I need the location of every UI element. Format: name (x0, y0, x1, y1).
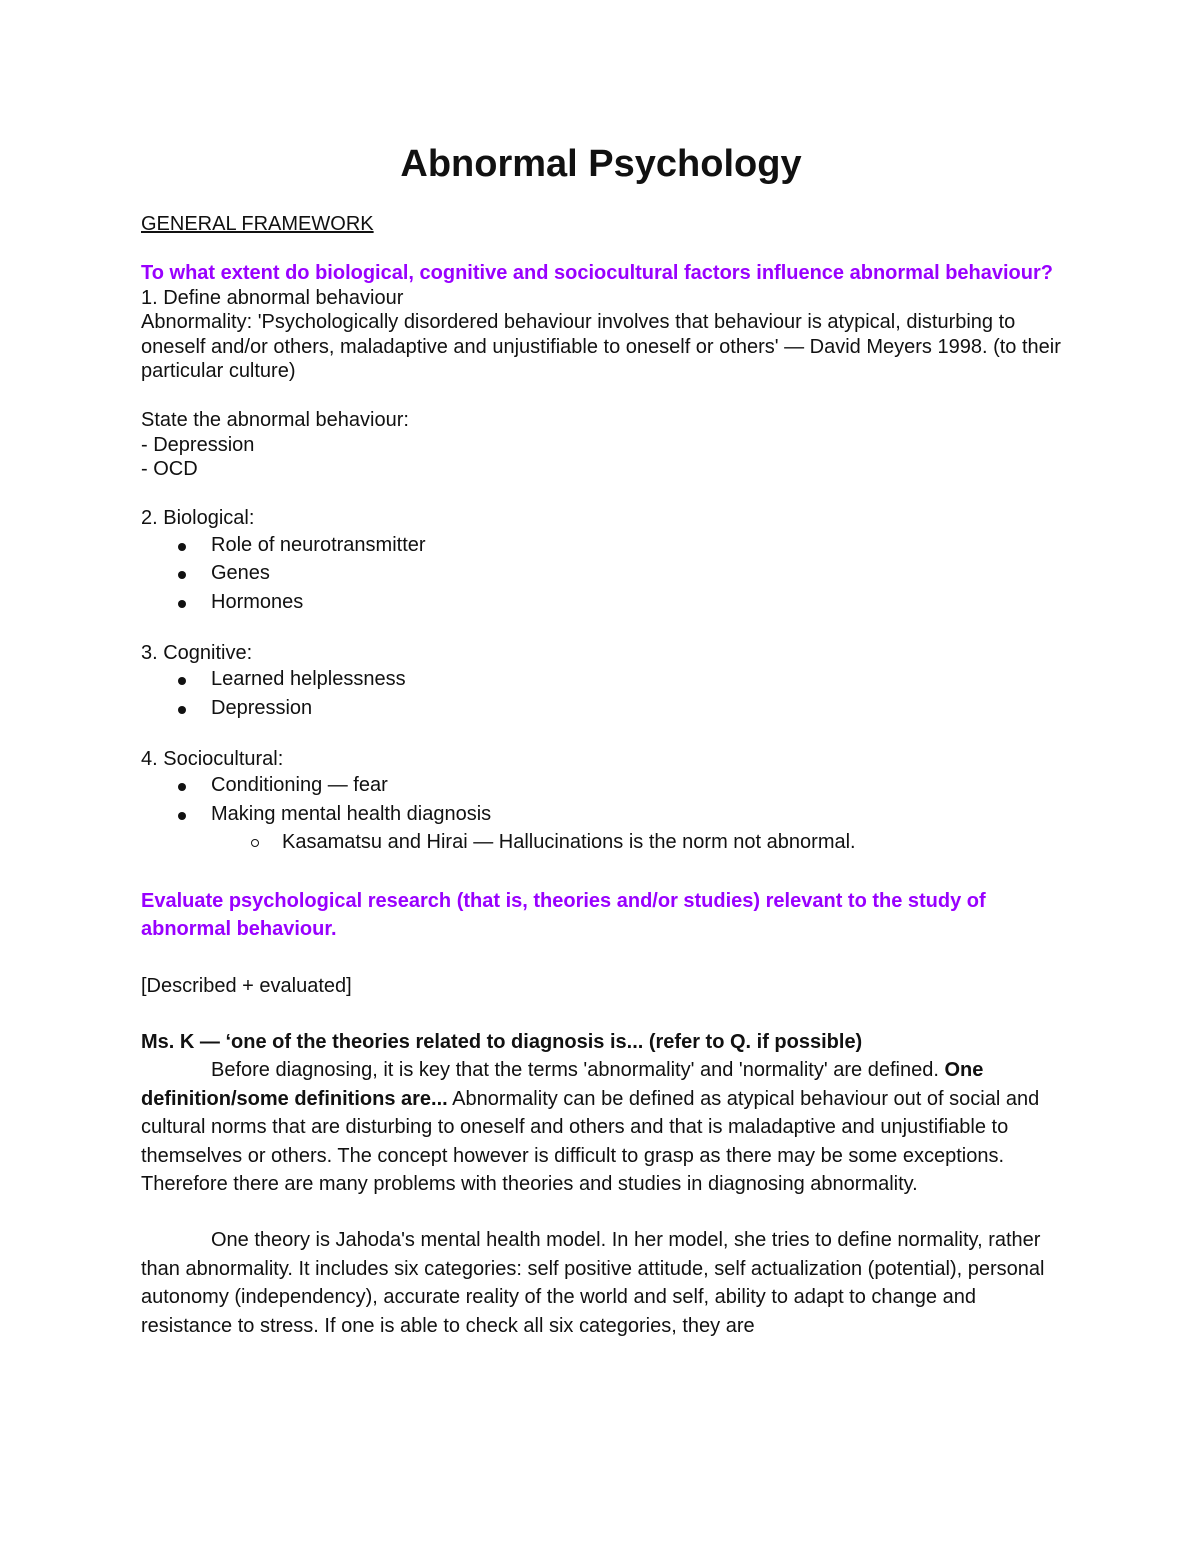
list-item: Depression (141, 694, 1061, 723)
list-item: Role of neurotransmitter (141, 531, 1061, 560)
state-item: - OCD (141, 458, 198, 480)
sub-list-item: Kasamatsu and Hirai — Hallucinations is the norm not abnormal. (141, 828, 1061, 857)
state-heading: State the abnormal behaviour: (141, 409, 409, 431)
question-2: Evaluate psychological research (that is, theories and/or studies) relevant to the study of abnormal behaviour. (141, 889, 986, 940)
msk-heading (141, 1028, 1061, 1056)
paragraph-1 (141, 1056, 1061, 1198)
cognitive-heading: 3. Cognitive: (141, 641, 253, 664)
paragraph-2: One theory is Jahoda's mental health model. In her model, she tries to define normality, rather than abnormality. It includes six categories: self positive attitude, self actualization (potential), personal autonomy (independency), accurate reality of the world and self, ability to adapt to change and resistance to stress. If one is able to check all six categories, they are (141, 1229, 1045, 1337)
document-content (141, 140, 1061, 1340)
sociocultural-list (141, 771, 1061, 828)
list-item: Genes (141, 559, 1061, 588)
paragraph-1-text-a: Before diagnosing, it is key that the terms 'abnormality' and 'normality' are defined. (211, 1059, 945, 1082)
document-title: Abnormal Psychology (400, 143, 802, 185)
paragraph-1-text-b: Abnormality can be defined as atypical behaviour out of social and cultural norms that are disturbing to oneself and others and that is maladaptive and unjustifiable to themselves or others. The concept however is difficult to grasp as there may be some exceptions. Therefore there are many problems with theories and studies in diagnosing abnormality. (141, 1087, 1040, 1195)
list-item: Hormones (141, 588, 1061, 617)
framework-heading: GENERAL FRAMEWORK (141, 213, 374, 235)
list-item: Conditioning — fear (141, 771, 1061, 800)
list-item: Making mental health diagnosis (141, 800, 1061, 829)
msk-heading-text: Ms. K — ‘one of the theories related to diagnosis is... (refer to Q. if possible) (141, 1030, 863, 1053)
state-item: - Depression (141, 433, 255, 456)
cognitive-list (141, 665, 1061, 722)
paragraph-1-bold: One definition/some definitions are... (141, 1059, 984, 1110)
biological-list (141, 531, 1061, 617)
biological-heading: 2. Biological: (141, 507, 255, 529)
define-heading: 1. Define abnormal behaviour (141, 286, 404, 309)
described-note: [Described + evaluated] (141, 974, 352, 997)
question-1: To what extent do biological, cognitive and sociocultural factors influence abnormal behaviour? (141, 262, 1053, 284)
sociocultural-heading: 4. Sociocultural: (141, 747, 284, 770)
sociocultural-sublist (141, 828, 1061, 857)
list-item: Learned helplessness (141, 665, 1061, 694)
define-text: Abnormality: 'Psychologically disordered behaviour involves that behaviour is atypical, disturbing to oneself and/or others, maladaptive and unjustifiable to oneself or others' — David Meyers 1998. (to their particular culture) (141, 311, 1061, 382)
